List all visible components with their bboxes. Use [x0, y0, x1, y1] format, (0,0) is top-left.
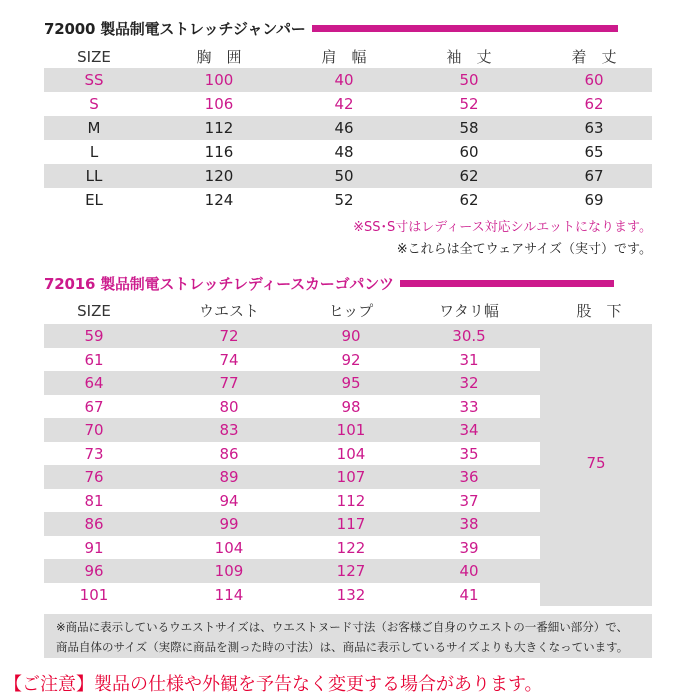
pants-cell-hip: 90 [341, 327, 361, 345]
pants-cell-waist: 89 [219, 468, 239, 486]
jumper-cell-sleeve: 62 [459, 167, 479, 185]
jumper-cell-size: EL [85, 191, 103, 209]
pants-cell-hip: 92 [341, 350, 361, 369]
pants-cell-size: 70 [84, 421, 104, 439]
pants-table-header [44, 298, 652, 324]
jumper-note-actual: ※これらは全てウェアサイズ（実寸）です。 [396, 242, 652, 257]
pants-cell-thigh: 32 [459, 374, 479, 392]
pants-header-thigh: ワタリ幅 [439, 302, 499, 320]
jumper-cell-size: M [87, 119, 101, 137]
pants-waist-notice [44, 614, 652, 658]
pants-inseam-cell [540, 324, 652, 606]
jumper-cell-chest: 100 [204, 71, 234, 89]
pants-cell-size: 59 [84, 327, 104, 345]
pants-table-row [44, 371, 540, 395]
jumper-cell-length: 63 [584, 119, 604, 137]
pants-cell-hip: 101 [336, 421, 366, 439]
pants-cell-waist: 109 [214, 562, 244, 580]
pants-cell-size: 91 [84, 538, 104, 557]
jumper-cell-chest: 120 [204, 167, 234, 185]
jumper-cell-size: S [89, 95, 99, 113]
pants-cell-waist: 114 [214, 585, 244, 604]
jumper-title: 72000 製品制電ストレッチジャンパー [44, 19, 306, 38]
jumper-cell-chest: 124 [204, 191, 234, 209]
jumper-cell-length: 62 [584, 95, 604, 113]
jumper-cell-chest: 116 [204, 143, 234, 161]
pants-title-bar [400, 280, 614, 287]
pants-table-row [44, 465, 540, 489]
pants-cell-hip: 104 [336, 444, 366, 463]
pants-table-row [44, 442, 540, 466]
jumper-cell-size: L [89, 143, 99, 161]
jumper-cell-shoulder: 52 [334, 191, 354, 209]
pants-cell-waist: 99 [219, 515, 239, 533]
pants-cell-thigh: 37 [459, 491, 479, 510]
jumper-cell-sleeve: 50 [459, 71, 479, 89]
pants-table-row [44, 536, 540, 560]
pants-cell-thigh: 34 [459, 421, 479, 439]
jumper-table-row [44, 188, 652, 212]
jumper-header-sleeve: 袖 丈 [446, 48, 492, 66]
jumper-cell-size: LL [85, 167, 103, 185]
pants-cell-thigh: 39 [459, 538, 479, 557]
pants-table-row [44, 489, 540, 513]
pants-cell-waist: 72 [219, 327, 239, 345]
jumper-cell-shoulder: 46 [334, 119, 354, 137]
pants-cell-hip: 95 [341, 374, 361, 392]
pants-cell-waist: 104 [214, 538, 244, 557]
pants-cell-hip: 98 [341, 397, 361, 416]
pants-cell-size: 67 [84, 397, 104, 416]
jumper-header-size: SIZE [77, 48, 111, 66]
pants-cell-waist: 86 [219, 444, 239, 463]
pants-table-row [44, 583, 540, 607]
pants-cell-hip: 112 [336, 491, 366, 510]
jumper-note-ladies: ※SS･S寸はレディース対応シルエットになります。 [353, 220, 652, 235]
pants-cell-thigh: 38 [459, 515, 479, 533]
jumper-section-header [44, 15, 618, 41]
jumper-cell-size: SS [84, 71, 104, 89]
pants-header-inseam: 股 下 [576, 302, 622, 320]
pants-cell-thigh: 30.5 [452, 327, 486, 345]
pants-table-row [44, 418, 540, 442]
pants-cell-hip: 107 [336, 468, 366, 486]
pants-notice-line-1: ※商品に表示しているウエストサイズは、ウエストヌード寸法（お客様ご自身のウエストの一番細い部分）で、 [56, 620, 628, 634]
pants-cell-size: 64 [84, 374, 104, 392]
pants-cell-waist: 77 [219, 374, 239, 392]
pants-cell-thigh: 36 [459, 468, 479, 486]
pants-cell-size: 73 [84, 444, 104, 463]
pants-cell-size: 61 [84, 350, 104, 369]
jumper-header-chest: 胸 囲 [196, 48, 242, 66]
pants-header-waist: ウエスト [198, 302, 259, 320]
jumper-table-row [44, 140, 652, 164]
jumper-cell-length: 67 [584, 167, 604, 185]
pants-cell-thigh: 31 [459, 350, 479, 369]
jumper-cell-chest: 106 [204, 95, 234, 113]
pants-inseam-value: 75 [586, 454, 606, 472]
jumper-table-row [44, 92, 652, 116]
pants-title: 72016 製品制電ストレッチレディースカーゴパンツ [44, 274, 394, 293]
jumper-cell-chest: 112 [204, 119, 234, 137]
pants-cell-thigh: 40 [459, 562, 479, 580]
jumper-title-bar [312, 25, 618, 32]
pants-cell-size: 96 [84, 562, 104, 580]
pants-table-row [44, 324, 540, 348]
pants-table-row [44, 512, 540, 536]
pants-cell-size: 101 [79, 585, 109, 604]
pants-header-size: SIZE [77, 302, 111, 320]
jumper-table-header [44, 44, 652, 70]
caution-notice: 【ご注意】製品の仕様や外観を予告なく変更する場合があります。 [4, 674, 543, 695]
pants-cell-thigh: 33 [459, 397, 479, 416]
pants-cell-size: 81 [84, 491, 104, 510]
jumper-cell-length: 69 [584, 191, 604, 209]
pants-cell-waist: 83 [219, 421, 239, 439]
jumper-table-row [44, 116, 652, 140]
pants-cell-waist: 74 [219, 350, 239, 369]
jumper-table-row [44, 164, 652, 188]
pants-notice-line-2: 商品自体のサイズ（実際に商品を測った時の寸法）は、商品に表示しているサイズよりも大きくなっています。 [56, 640, 629, 654]
pants-cell-waist: 80 [219, 397, 239, 416]
jumper-cell-shoulder: 48 [334, 143, 354, 161]
jumper-header-length: 着 丈 [571, 48, 617, 66]
jumper-cell-sleeve: 58 [459, 119, 479, 137]
pants-cell-size: 76 [84, 468, 104, 486]
pants-cell-waist: 94 [219, 491, 239, 510]
jumper-cell-sleeve: 62 [459, 191, 479, 209]
jumper-cell-length: 65 [584, 143, 604, 161]
jumper-cell-shoulder: 50 [334, 167, 354, 185]
pants-cell-hip: 117 [336, 515, 366, 533]
jumper-cell-sleeve: 60 [459, 143, 479, 161]
jumper-header-shoulder: 肩 幅 [321, 48, 367, 66]
jumper-cell-length: 60 [584, 71, 604, 89]
jumper-cell-sleeve: 52 [459, 95, 479, 113]
pants-cell-thigh: 35 [459, 444, 479, 463]
pants-cell-hip: 122 [336, 538, 366, 557]
pants-table-row [44, 559, 540, 583]
pants-cell-hip: 132 [336, 585, 366, 604]
pants-section-header [44, 270, 614, 296]
pants-cell-size: 86 [84, 515, 104, 533]
jumper-table-row [44, 68, 652, 92]
jumper-cell-shoulder: 42 [334, 95, 354, 113]
pants-cell-thigh: 41 [459, 585, 479, 604]
pants-cell-hip: 127 [336, 562, 366, 580]
pants-table-row [44, 395, 540, 419]
jumper-cell-shoulder: 40 [334, 71, 354, 89]
pants-table-row [44, 348, 540, 372]
pants-header-hip: ヒップ [328, 302, 374, 320]
